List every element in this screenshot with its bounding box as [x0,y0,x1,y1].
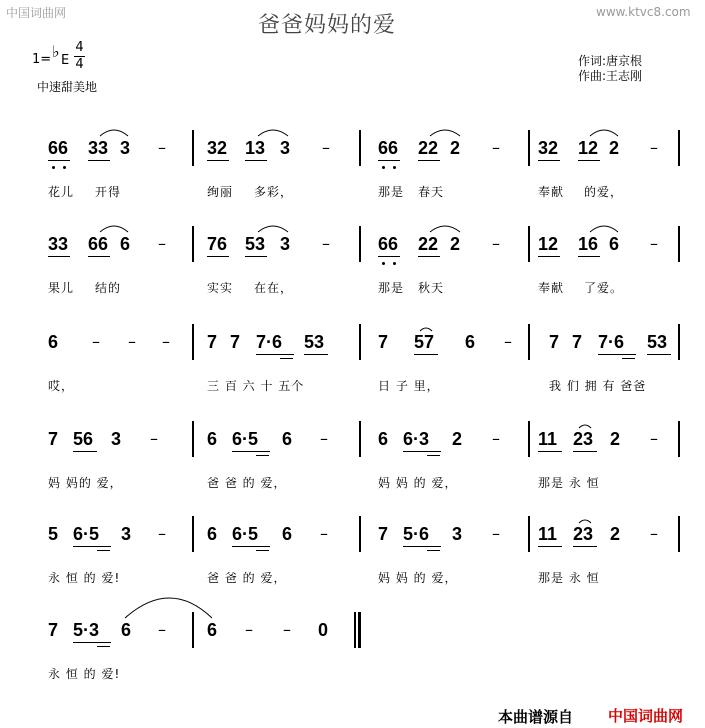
note: 66 [88,234,109,254]
note: 5·3 [73,620,100,640]
note: 66 [378,234,399,254]
note: 2 [609,138,620,158]
lyric: 那是 [378,185,405,199]
bar-line [678,421,680,457]
underline-double [622,358,635,359]
note: 22 [418,138,439,158]
note: 32 [207,138,228,158]
note: 6 [207,524,218,544]
note: 7 [378,524,389,544]
dash: – [650,234,658,253]
bar-line-final-thin [354,612,356,648]
dash: – [158,620,166,639]
low-octave-dot [63,166,66,169]
bar-line [678,130,680,166]
bar-line [528,516,530,552]
underline-double [427,550,440,551]
site-url: www.ktvc8.com [596,5,691,19]
lyric: 在在， [254,281,294,295]
underline [538,256,560,257]
underline [418,160,440,161]
note: 23 [573,429,594,449]
note: 6 [465,332,476,352]
dash: – [158,234,166,253]
score-line-3 [0,332,705,412]
note: 7 [378,332,389,352]
note: 6 [48,332,59,352]
underline [73,642,111,643]
note: 23 [573,524,594,544]
underline [418,256,440,257]
note: 12 [538,234,559,254]
dash: – [320,524,328,543]
dash: – [162,332,170,351]
lyric: 开得 [95,185,122,199]
composer-credit: 作曲:王志刚 [578,69,643,83]
time-signature-top: 4 [75,40,84,55]
underline [573,451,597,452]
note: 7 [230,332,241,352]
note: 33 [88,138,109,158]
bar-line [359,226,361,262]
underline [598,354,636,355]
underline [538,451,562,452]
lyric: 永 恒 的 爱! [48,667,121,681]
note: 66 [48,138,69,158]
note: 6·5 [73,524,100,544]
key-letter: E [61,53,70,68]
underline [403,546,441,547]
note: 5 [48,524,59,544]
dash: – [322,234,330,253]
lyric: 哎， [48,379,75,393]
dash: – [92,332,100,351]
underline [538,546,562,547]
dash: – [650,138,658,157]
note: 33 [48,234,69,254]
underline [403,451,441,452]
underline [48,160,70,161]
lyric: 日 子 里， [378,379,440,393]
note: 6·5 [232,524,259,544]
note: 6 [121,620,132,640]
note: 2 [610,429,621,449]
bar-line [192,226,194,262]
tie-arc [579,520,591,523]
lyric: 多彩， [254,185,294,199]
note: 6 [207,429,218,449]
note: 3 [111,429,122,449]
underline [256,354,294,355]
note: 7 [572,332,583,352]
underline [232,546,270,547]
dash: – [650,524,658,543]
dash: – [492,234,500,253]
tie-arc [100,130,128,136]
source-watermark: 中国词曲网 [608,707,684,725]
underline-double [256,550,269,551]
bar-line [192,324,194,360]
note: 5·6 [403,524,430,544]
note: 7 [48,429,59,449]
lyricist-credit: 作词:唐京根 [578,54,643,68]
note: 53 [245,234,266,254]
dash: – [158,138,166,157]
underline [578,160,600,161]
note: 0 [318,620,329,640]
bar-line [192,421,194,457]
tie-arcs [0,524,705,604]
note: 66 [378,138,399,158]
note: 7 [48,620,59,640]
watermark-top: 中国词曲网 [6,6,67,20]
underline [304,354,328,355]
note: 7 [549,332,560,352]
note: 3 [452,524,463,544]
underline [232,451,270,452]
underline [573,546,597,547]
lyric: 妈 妈的 爱， [48,476,123,490]
lyric: 了爱。 [584,281,624,295]
bar-line [678,516,680,552]
tie-arc [430,226,460,232]
underline [647,354,671,355]
tie-arc [430,130,460,136]
underline [245,160,267,161]
dash: – [650,429,658,448]
bar-line [359,516,361,552]
note: 11 [538,429,558,449]
score-line-6 [0,620,705,700]
note: 22 [418,234,439,254]
dash: – [320,429,328,448]
underline-double [427,455,440,456]
note: 2 [610,524,621,544]
note: 6 [282,524,293,544]
key-signature-one: 1= [32,52,52,67]
note: 6 [282,429,293,449]
bar-line [192,516,194,552]
bar-line [528,324,530,360]
note: 7 [207,332,218,352]
note: 2 [450,138,461,158]
note: 11 [538,524,558,544]
dash: – [158,524,166,543]
lyric: 花儿 [48,185,75,199]
bar-line [359,130,361,166]
note: 53 [647,332,668,352]
note: 53 [304,332,325,352]
note: 6 [120,234,131,254]
note: 6 [609,234,620,254]
underline [207,160,229,161]
lyric: 果儿 [48,281,75,295]
lyric: 永 恒 的 爱! [48,571,121,585]
bar-line [359,421,361,457]
tie-arc [258,226,288,232]
flat-sign: ♭ [52,42,60,61]
lyric: 爸 爸 的 爱， [207,476,287,490]
song-title: 爸爸妈妈的爱 [258,13,397,38]
bar-line-final-thick [358,612,361,648]
note: 7·6 [256,332,283,352]
tie-arc [258,130,288,136]
tie-arcs [0,620,705,700]
lyric: 的爱， [584,185,624,199]
lyric: 那是 [378,281,405,295]
note: 13 [245,138,266,158]
dash: – [492,138,500,157]
source-label: 本曲谱源自 [498,708,574,726]
underline [378,256,400,257]
bar-line [528,421,530,457]
note: 7·6 [598,332,625,352]
lyric: 那是 永 恒 [538,476,600,490]
lyric: 三 百 六 十 五个 [207,379,305,393]
lyric: 实实 [207,281,234,295]
lyric: 奉献 [538,185,565,199]
note: 3 [280,234,291,254]
bar-line [192,130,194,166]
note: 76 [207,234,228,254]
underline [88,256,110,257]
lyric: 爸 爸 的 爱， [207,571,287,585]
bar-line [528,226,530,262]
note: 3 [120,138,131,158]
dash: – [322,138,330,157]
lyric: 我 们 拥 有 爸爸 [549,379,647,393]
lyric: 春天 [418,185,445,199]
lyric: 那是 永 恒 [538,571,600,585]
dash: – [283,620,291,639]
underline [207,256,229,257]
lyric: 秋天 [418,281,445,295]
note: 3 [121,524,132,544]
underline-double [97,646,110,647]
note: 2 [450,234,461,254]
note: 6·3 [403,429,430,449]
note: 16 [578,234,599,254]
note: 57 [414,332,435,352]
underline [245,256,267,257]
time-signature-bottom: 4 [75,57,84,72]
lyric: 妈 妈 的 爱， [378,571,458,585]
bar-line [359,324,361,360]
dash: – [504,332,512,351]
low-octave-dot [393,166,396,169]
dash: – [245,620,253,639]
underline [538,160,560,161]
low-octave-dot [393,262,396,265]
score-line-1 [0,138,705,218]
low-octave-dot [382,262,385,265]
score-line-4 [0,429,705,509]
note: 6 [378,429,389,449]
underline [73,546,111,547]
bar-line [192,612,194,648]
tie-arc [420,328,432,331]
tie-arc [579,425,591,428]
dash: – [150,429,158,448]
underline [578,256,600,257]
lyric: 绚丽 [207,185,234,199]
underline-double [97,550,110,551]
bar-line [528,130,530,166]
low-octave-dot [382,166,385,169]
dash: – [492,524,500,543]
tie-arc [100,226,128,232]
note: 12 [578,138,599,158]
score-line-5 [0,524,705,604]
note: 6 [207,620,218,640]
lyric: 妈 妈 的 爱， [378,476,458,490]
lyric: 奉献 [538,281,565,295]
note: 32 [538,138,559,158]
dash: – [492,429,500,448]
underline [414,354,438,355]
note: 6·5 [232,429,259,449]
tie-arcs [0,429,705,509]
underline [73,451,97,452]
score-line-2 [0,234,705,314]
dash: – [128,332,136,351]
tie-arc [590,226,618,232]
underline [48,256,70,257]
low-octave-dot [52,166,55,169]
bar-line [678,226,680,262]
underline [378,160,400,161]
tie-arc [590,130,618,136]
note: 2 [452,429,463,449]
note: 56 [73,429,94,449]
underline [88,160,110,161]
time-signature [74,40,85,73]
underline-double [256,455,269,456]
bar-line [678,324,680,360]
note: 3 [280,138,291,158]
lyric: 结的 [95,281,122,295]
tempo-marking: 中速甜美地 [37,80,98,94]
underline-double [280,358,293,359]
